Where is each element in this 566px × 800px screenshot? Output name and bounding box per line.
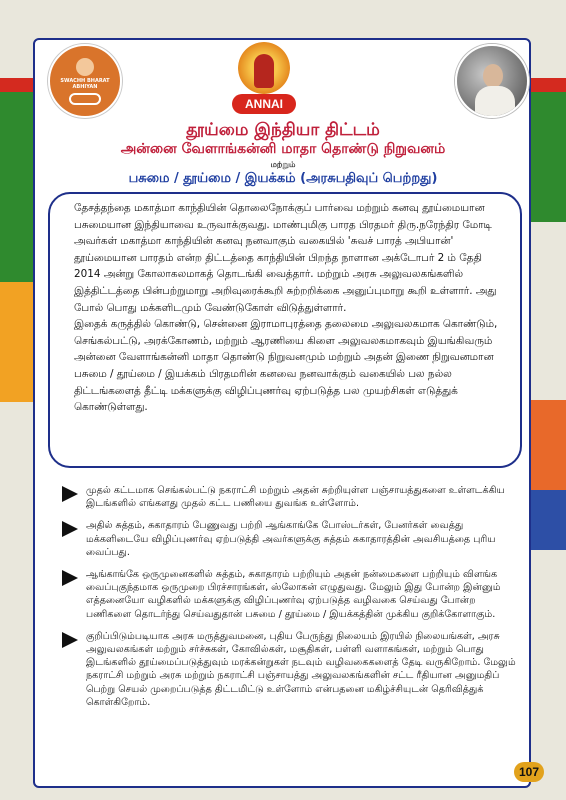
intro-box	[48, 192, 522, 468]
bg-stripe-red	[0, 78, 33, 92]
arrow-bullet-icon	[62, 486, 78, 502]
list-item	[60, 568, 522, 621]
list-item	[60, 519, 522, 559]
bg-stripe-orange-right	[531, 400, 566, 490]
list-item	[60, 630, 522, 709]
page-number: 107	[514, 762, 544, 782]
list-item-text: முதல் கட்டமாக செங்கல்பட்டு நகராட்சி மற்றும் அதன் சுற்றியுள்ள பஞ்சாயத்துகளை உள்ளடக்கிய இடங்களில் எங்களது முதல் கட்ட பணியை துவங்க உள்ளோம்.	[86, 485, 505, 510]
photo-body	[475, 86, 515, 118]
glasses-icon	[69, 93, 101, 105]
swachh-bharat-logo	[48, 44, 122, 118]
arrow-bullet-icon	[62, 570, 78, 586]
annai-badge: ANNAI	[232, 94, 296, 114]
title-line-4: பசுமை / தூய்மை / இயக்கம் (அரசுபதிவுப் பெற்றது)	[128, 171, 438, 186]
list-item	[60, 484, 522, 510]
title-line-2: அன்னை வேளாங்கன்னி மாதா தொண்டு நிறுவனம்	[120, 141, 446, 157]
arrow-bullet-icon	[62, 521, 78, 537]
madonna-figure-icon	[254, 54, 274, 88]
annai-logo	[232, 42, 296, 120]
bg-stripe-blue-right	[531, 490, 566, 550]
bg-stripe-red-right	[531, 78, 566, 92]
list-item-text: குறிப்பிடும்படியாக அரசு மருத்துவமனை, புதிய பேருந்து நிலையம் இரயில் நிலையங்கள், அரசு அலுவலகங்கள் மற்றும் சர்ச்சுகள், கோவில்கள், மசூதிகள், பள்ளி வளாகங்கள், மற்றும் பொது இடங்களில் தூய்மைப்படுத்துவும் மரக்கன்றுகள் நடவும் வழிவகைகளைத் தேடி வருகிறோம். மேலும் நகராட்சி மற்றும் அரசு மற்றும் நகராட்சி பஞ்சாயத்து அலுவலகங்களின் சட்ட ரீதியான அனுமதிப் பெற்று செயல் முறைப்படுத்த திட்டமிட்டு உள்ளோம் என்பதனை மகிழ்ச்சியுடன் தெரிவித்துக் கொள்கிறோம்.	[86, 630, 516, 708]
intro-paragraph-2: இதைக் கருத்தில் கொண்டு, சென்னை இராமாபுரத்தை தலைமை அலுவலகமாக கொண்டும், செங்கல்பட்டு, அரக்கோணம், மற்றும் ஆரணியை கிளை அலுவலகமாகவும் இயங்கிவரும் அன்னை வேளாங்கன்னி மாதா தொண்டு நிறுவனமும் மற்றும் அதன் இணை நிறுவனமான பசுமை / தூய்மை / இயக்கம் பிரதமரின் கனவை நனவாக்கும் வகையில் பல நல்ல திட்டங்களைத் தீட்டி மக்களுக்கு விழிப்புணர்வு ஏற்படுத்த பல முயற்சிகள் எடுத்துக் கொண்டுள்ளது.	[74, 318, 498, 414]
title-line-1: தூய்மை இந்தியா திட்டம்	[186, 120, 380, 140]
modi-photo	[455, 44, 529, 118]
intro-paragraph-1: தேசத்தந்தை மகாத்மா காந்தியின் தொலைநோக்குப் பார்வை மற்றும் கனவு தூய்மையான பசுமையான இந்தியாவை உருவாக்குவது. மாண்புமிகு பாரத பிரதமர் திரு.நரேந்திர மோடி அவர்கள் மகாத்மா காந்தியின் கனவு நனவாகும் வகையில் 'சுவச் பாரத் அபியான்' தூய்மையான பாரதம் என்ற திட்டத்தை காந்தியின் பிறந்த நாளான அக்டோபர் 2 ம் தேதி 2014 அன்று கோலாகலமாகத் தொடங்கி வைத்தார். மற்றும் அரசு அலுவலகங்களில் இத்திட்டத்தை பின்பற்றுமாறு அறிவுரைக்கூறி சுற்றறிக்கை அனுப்புமாறு கூறி உள்ளார். அது போல் பொது மக்களிடமும் வேண்டுகோள் விடுத்துள்ளார்.	[74, 202, 497, 314]
title-line-3: மற்றும்	[270, 160, 296, 169]
activity-list	[60, 484, 522, 718]
list-item-text: அதில் சுத்தம், சுகாதாரம் பேணுவது பற்றி ஆங்காங்கே போஸ்டர்கள், பேனர்கள் வைத்து மக்களிடையே விழிப்புணர்வு ஏற்படுத்தி அவர்களுக்கு சுத்தம் சுகாதாரத்தின் அவசியத்தை புரிய வைப்பது.	[86, 520, 496, 558]
arrow-bullet-icon	[62, 632, 78, 648]
list-item-text: ஆங்காங்கே ஒருமுனைகளில் சுத்தம், சுகாதாரம் பற்றியும் அதன் நன்மைகளை பற்றியும் விளங்க வைப்புகுந்தமாக ஒருமுறை பிரச்சாரங்கள், ஸ்லோகன் எழுதுவது. மேலும் இது போன்ற இன்னும் எத்தனையோ வழிகளில் மக்களுக்கு விழிப்புணர்வு ஏற்படுத்த வழிவகை செய்வது போன்ற பணிகளை தொடர்ந்து செய்வதுதான் பசுமை / தூய்மை / இயக்கத்தின் முக்கிய குறிக்கோளாகும்.	[86, 569, 501, 620]
emblem-icon	[76, 58, 94, 76]
photo-head	[483, 64, 503, 88]
logo-left-text: SWACHH BHARAT ABHIYAN	[60, 77, 110, 90]
bg-stripe-orange	[0, 282, 33, 402]
